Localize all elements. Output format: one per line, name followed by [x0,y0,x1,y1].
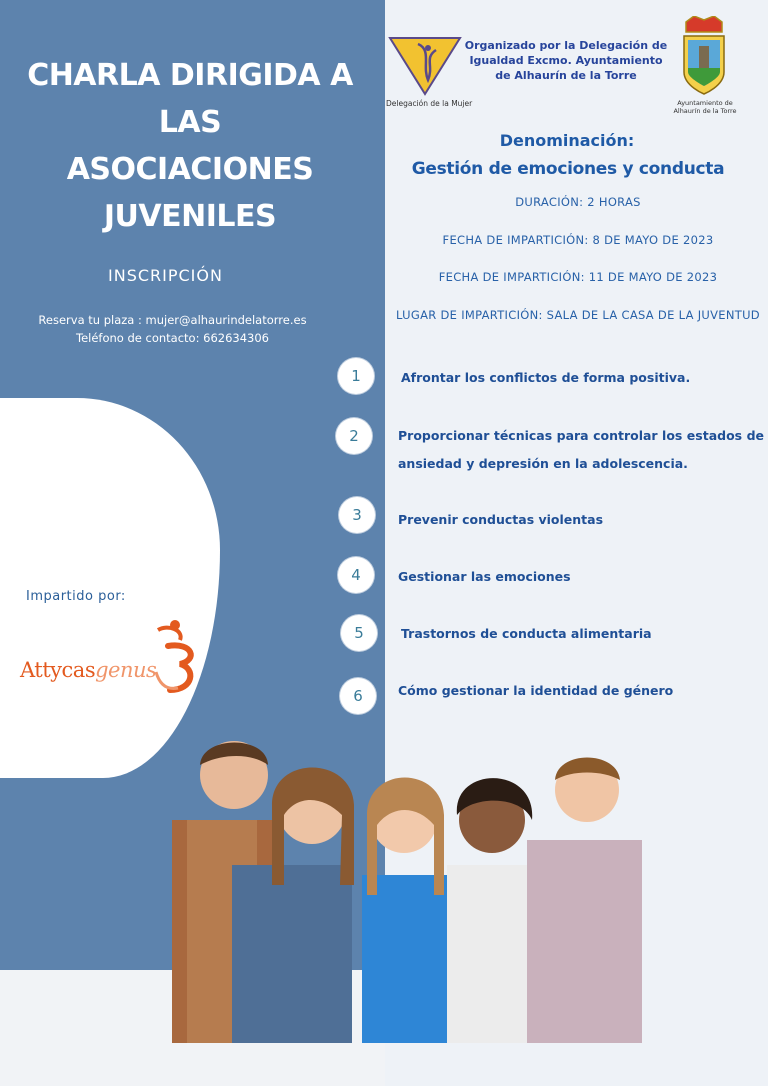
contact-block [20,311,325,347]
telefono: Teléfono de contacto: 662634306 [76,331,269,345]
denominacion-label: Denominación: [499,131,635,150]
title-line-1: CHARLA DIRIGIDA A LAS [27,58,353,140]
topic-title: Gestión de emociones y conducta [411,159,725,179]
item-text-3: Prevenir conductas violentas [398,512,604,527]
item-number-2: 2 [336,418,372,454]
item-text-5: Trastornos de conducta alimentaria [401,626,652,641]
item-text-1: Afrontar los conflictos de forma positiva. [401,370,691,385]
attycasgenus-logo [18,612,198,702]
item-number-1: 1 [338,358,374,394]
person-5 [527,758,642,1044]
title-line-3: JUVENILES [103,199,277,234]
duracion: DURACIÓN: 2 HORAS [515,195,641,209]
ayuntamiento-caption-line1: Ayuntamiento de [677,99,733,107]
item-text-4: Gestionar las emociones [398,569,571,584]
attycasgenus-symbol-icon [18,612,198,702]
item-text-6: Cómo gestionar la identidad de género [398,683,674,698]
item-text-2: Proporcionar técnicas para controlar los estados de ansiedad y depresión en la adolescencia. [398,428,764,471]
logo-text-sub: genus [95,658,157,682]
reserva-email[interactable]: Reserva tu plaza : mujer@alhaurindelatorre.es [38,313,307,327]
person-3 [362,778,452,1044]
page-title [10,52,370,240]
logo-text-main: Attycas [20,658,96,682]
inscripcion-heading: INSCRIPCIÓN [108,266,223,285]
item-number-3: 3 [339,497,375,533]
organized-by: Organizado por la Delegación de Igualdad Excmo. Ayuntamiento de Alhaurín de la Torre [464,39,668,82]
delegacion-caption: Delegación de la Mujer [386,99,473,108]
ayuntamiento-caption-line2: Alhaurín de la Torre [673,107,737,115]
lugar: LUGAR DE IMPARTICIÓN: SALA DE LA CASA DE LA JUVENTUD [396,308,760,322]
fecha-1: FECHA DE IMPARTICIÓN: 8 DE MAYO DE 2023 [442,233,714,247]
item-number-4: 4 [338,557,374,593]
item-number-6: 6 [340,678,376,714]
title-line-2: ASOCIACIONES [66,152,314,187]
item-number-5: 5 [341,615,377,651]
ayuntamiento-coat-of-arms-icon [680,16,728,98]
fecha-2: FECHA DE IMPARTICIÓN: 11 DE MAYO DE 2023 [438,270,718,284]
person-2 [232,768,354,1044]
attycasgenus-wordmark [20,658,156,682]
ayuntamiento-caption [666,99,744,115]
impartido-label: Impartido por: [26,589,126,604]
teenagers-photo [172,735,642,1043]
